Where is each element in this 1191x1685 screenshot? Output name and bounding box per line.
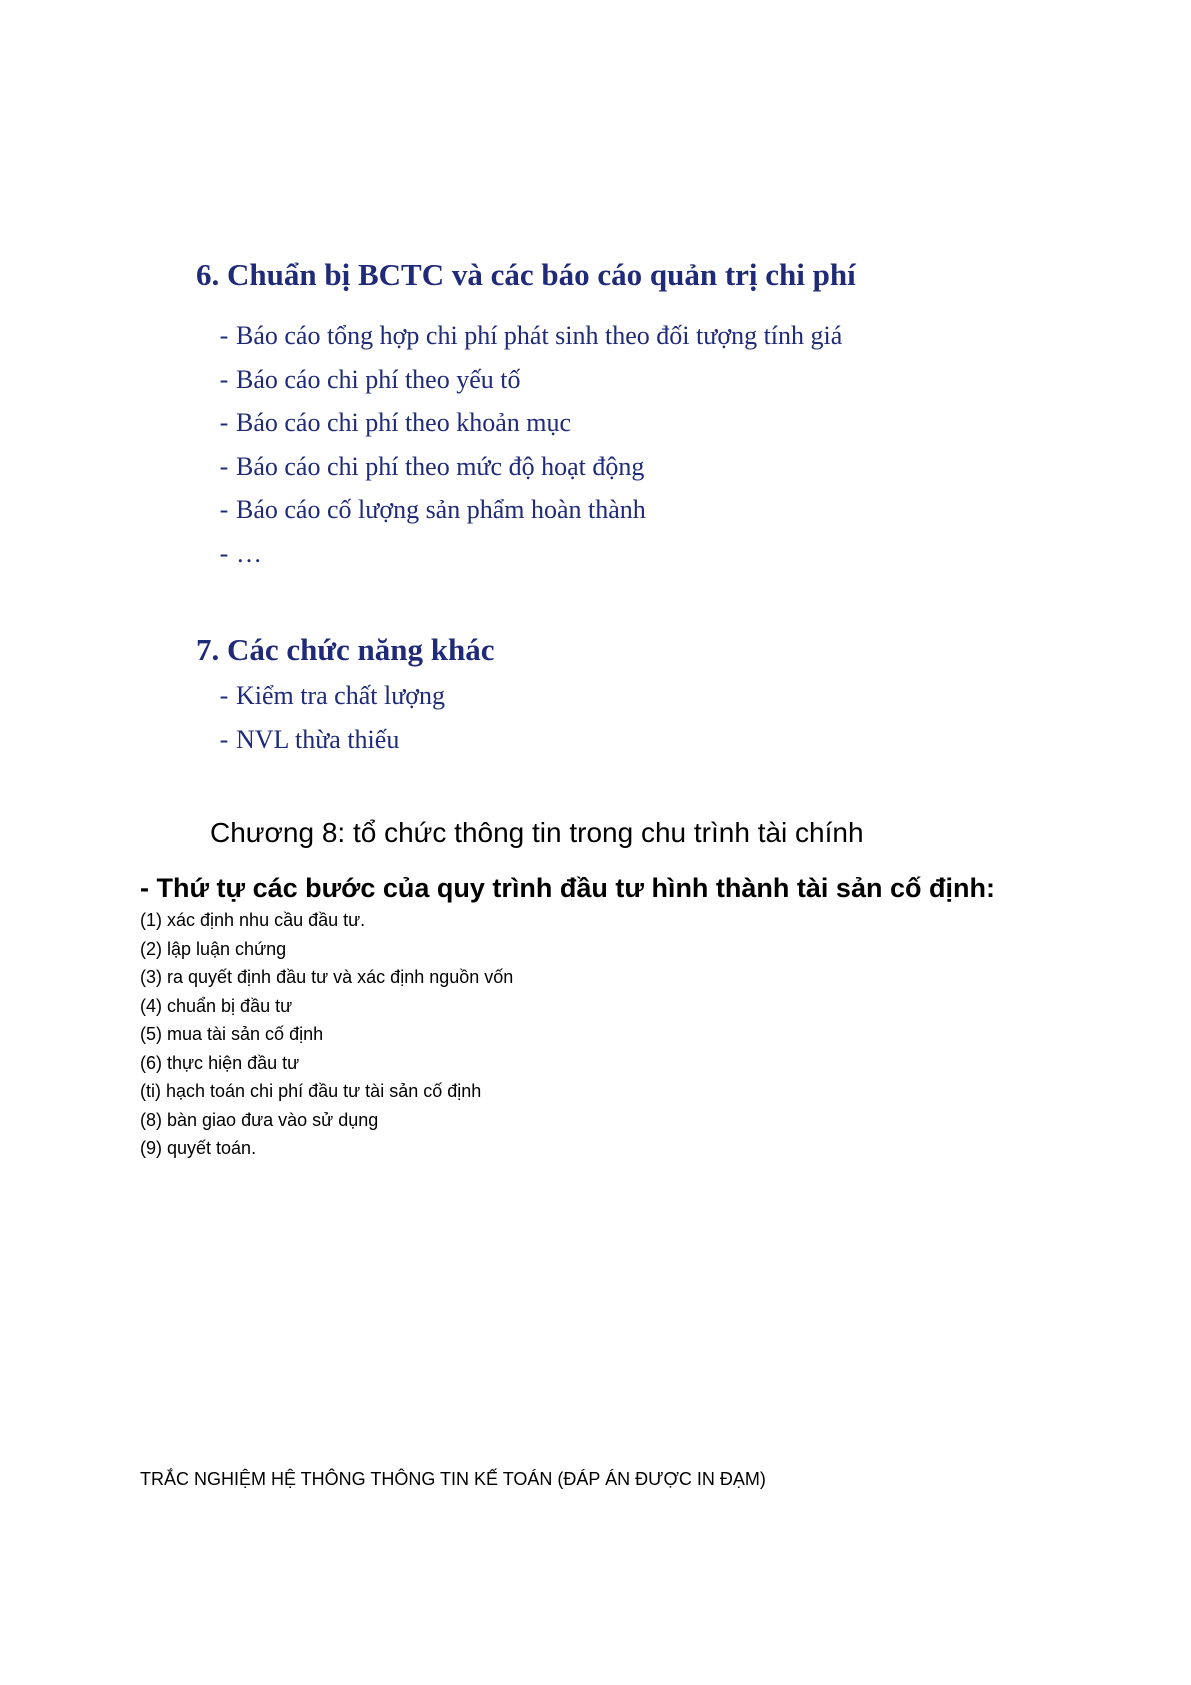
step-item: (4) chuẩn bị đầu tư — [140, 995, 293, 1016]
steps-list — [140, 906, 513, 1163]
section-7 — [196, 630, 494, 761]
bullet-dash: - — [219, 408, 229, 437]
section-6-item: - … — [196, 532, 976, 576]
section-6-item: - Báo cáo cố lượng sản phẩm hoàn thành — [196, 488, 976, 532]
quiz-heading: TRẮC NGHIỆM HỆ THÔNG THÔNG TIN KẾ TOÁN (ĐÁP ÁN ĐƯỢC IN ĐẠM) — [140, 1469, 766, 1489]
bullet-dash: - — [219, 538, 229, 568]
section-6-item: - Báo cáo chi phí theo khoản mục — [196, 401, 976, 445]
section-6-item: - Báo cáo chi phí theo yếu tố — [196, 358, 976, 402]
bullet-dash: - — [219, 321, 229, 350]
section-7-item: - NVL thừa thiếu — [196, 718, 494, 762]
chapter-title: Chương 8: tổ chức thông tin trong chu trình tài chính — [210, 817, 864, 848]
bullet-dash: - — [219, 364, 229, 394]
bullet-dash: - — [219, 724, 229, 754]
section-6-item: - Báo cáo tổng hợp chi phí phát sinh theo đối tượng tính giá — [196, 314, 976, 358]
slide-image — [196, 255, 976, 754]
section-6-list — [196, 314, 976, 575]
bullet-dash: - — [219, 451, 229, 481]
step-item: (5) mua tài sản cố định — [140, 1024, 324, 1044]
step-item: (6) thực hiện đầu tư — [140, 1052, 300, 1073]
step-item: (ti) hạch toán chi phí đầu tư tài sản cố định — [140, 1081, 482, 1101]
step-item: (3) ra quyết định đầu tư và xác định nguồn vốn — [140, 967, 514, 987]
section-7-item: - Kiểm tra chất lượng — [196, 674, 494, 718]
section-6 — [196, 255, 976, 575]
bullet-dash: - — [219, 495, 229, 524]
step-item: (8) bàn giao đưa vào sử dụng — [140, 1109, 379, 1130]
step-item: (1) xác định nhu cầu đầu tư. — [140, 910, 366, 930]
section-7-list — [196, 674, 494, 761]
section-6-item: - Báo cáo chi phí theo mức độ hoạt động — [196, 445, 976, 489]
section-6-title: 6. Chuẩn bị BCTC và các báo cáo quản trị chi phí — [196, 257, 856, 292]
step-item: (9) quyết toán. — [140, 1138, 257, 1158]
steps-heading: - Thứ tự các bước của quy trình đầu tư hình thành tài sản cố định: — [140, 873, 995, 903]
step-item: (2) lập luận chứng — [140, 938, 287, 959]
section-7-title: 7. Các chức năng khác — [196, 632, 495, 667]
bullet-dash: - — [219, 681, 229, 710]
